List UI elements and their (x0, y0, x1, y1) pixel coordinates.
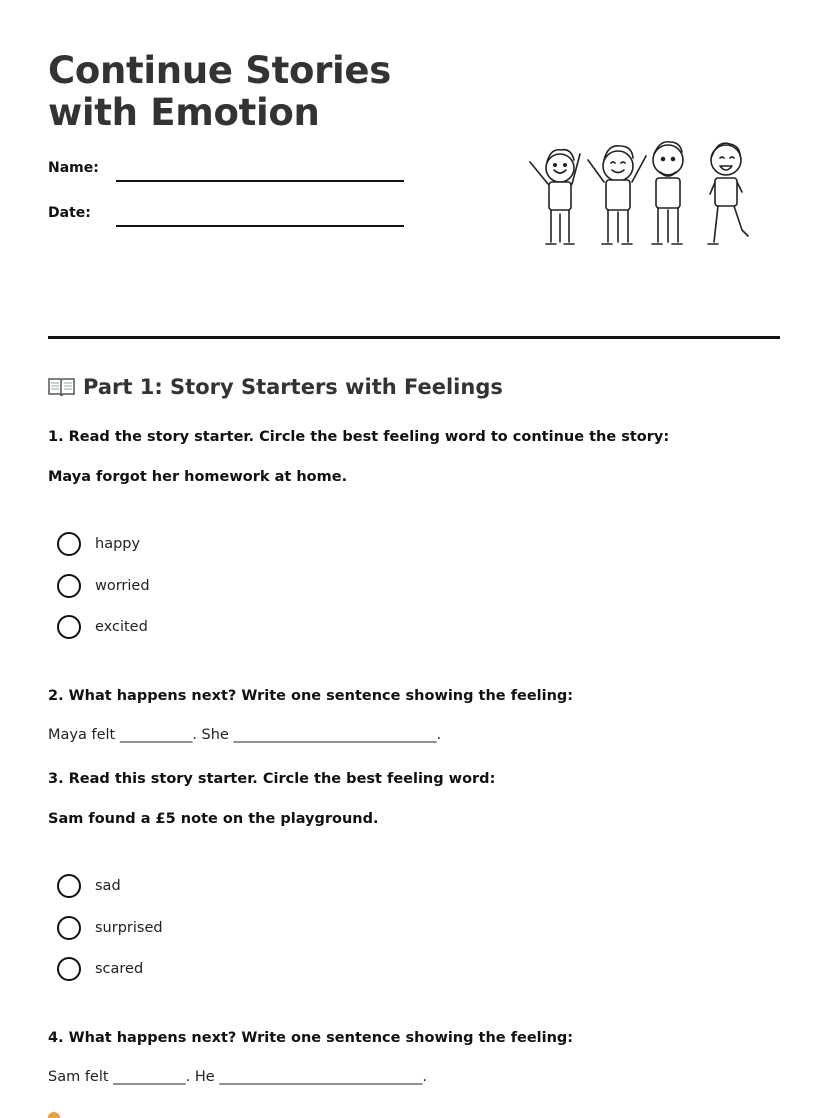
option-label: worried (95, 578, 150, 594)
name-label: Name: (48, 160, 99, 176)
option-label: excited (95, 619, 148, 635)
option-excited[interactable] (57, 615, 148, 639)
date-input-line[interactable] (116, 225, 404, 227)
name-input-line[interactable] (116, 180, 404, 182)
children-emotions-illustration (516, 132, 756, 254)
question-4-prompt: 4. What happens next? Write one sentence showing the feeling: (48, 1030, 574, 1046)
section-title-text: Part 1: Story Starters with Feelings (83, 375, 503, 399)
question-1-prompt: 1. Read the story starter. Circle the best feeling word to continue the story: (48, 429, 670, 445)
option-label: happy (95, 536, 141, 552)
question-3-story: Sam found a £5 note on the playground. (48, 811, 379, 827)
option-label: surprised (95, 920, 163, 936)
worksheet-title: Continue Stories with Emotion (48, 49, 391, 134)
option-label: scared (95, 961, 144, 977)
date-label: Date: (48, 205, 91, 221)
section-heading (48, 375, 503, 399)
option-surprised[interactable] (57, 916, 163, 940)
radio-circle[interactable] (57, 532, 81, 556)
next-section-icon (48, 1112, 60, 1118)
question-3-prompt: 3. Read this story starter. Circle the best feeling word: (48, 771, 496, 787)
child-cheering-illustration (530, 150, 580, 244)
section-divider (48, 336, 780, 339)
child-happy-illustration (588, 146, 646, 244)
option-sad[interactable] (57, 874, 121, 898)
option-scared[interactable] (57, 957, 143, 981)
question-2-fill-in[interactable]: Maya felt __________. She ____________________________. (48, 727, 442, 743)
open-book-icon (48, 376, 75, 398)
option-worried[interactable] (57, 574, 150, 598)
radio-circle[interactable] (57, 574, 81, 598)
radio-circle[interactable] (57, 874, 81, 898)
child-laughing-illustration (708, 143, 748, 244)
question-1-story: Maya forgot her homework at home. (48, 469, 348, 485)
radio-circle[interactable] (57, 615, 81, 639)
child-surprised-illustration (652, 142, 683, 244)
question-4-fill-in[interactable]: Sam felt __________. He ____________________________. (48, 1069, 427, 1085)
option-label: sad (95, 878, 121, 894)
radio-circle[interactable] (57, 916, 81, 940)
question-2-prompt: 2. What happens next? Write one sentence showing the feeling: (48, 688, 574, 704)
option-happy[interactable] (57, 532, 140, 556)
radio-circle[interactable] (57, 957, 81, 981)
